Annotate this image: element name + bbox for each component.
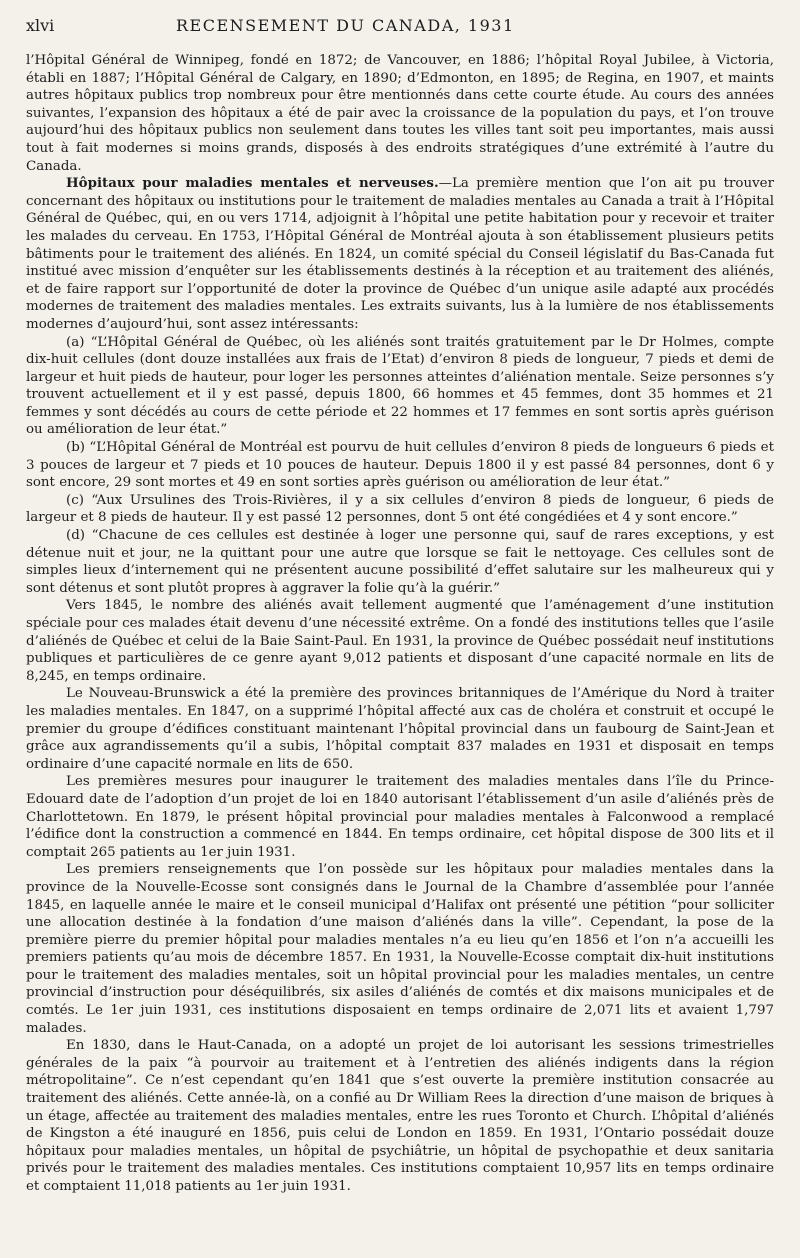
paragraph: (b) “L’Hôpital Général de Montréal est pourvu de huit cellules d’environ 8 pieds de longueurs 6 pieds et 3 pouces de largeur et 7 pieds et 10 pouces de hauteur. Depuis 1800 il y est passé 84 personnes, dont 6 y sont encore, 29 sont mortes et 49 en sont sorties après guérison ou amélioration de leur état.” <box>26 440 774 491</box>
body-text <box>26 52 774 1196</box>
paragraph: (a) “L’Hôpital Général de Québec, où les aliénés sont traités gratuitement par le Dr Holmes, compte dix-huit cellules (dont douze installées aux frais de l’Etat) d’environ 8 pieds de longueur, 7 pieds et demi de largeur et huit pieds de hauteur, pour loger les personnes atteintes d’aliénation mentale. Seize personnes s’y trouvent actuellement et il y est passé, depuis 1800, 66 hommes et 45 femmes, dont 35 hommes et 21 femmes y sont décédés au cours de cette période et 22 hommes et 17 femmes en sont sortis après guérison ou amélioration de leur état.” <box>26 334 774 438</box>
paragraph: Les premiers renseignements que l’on possède sur les hôpitaux pour maladies mentales dans la province de la Nouvelle-Ecosse sont consignés dans le Journal de la Chambre d’assemblée pour l’année 1845, en laquelle année le maire et le conseil municipal d’Halifax ont présenté une pétition “pour solliciter une allocation destinée à la fondation d’une maison d’aliénés dans la ville”. Cependant, la pose de la première pierre du premier hôpital pour maladies mentales n’a eu lieu qu’en 1856 et l’on n’a accueilli les premiers patients qu’au mois de décembre 1857. En 1931, la Nouvelle-Ecosse comptait dix-huit institutions pour le traitement des maladies mentales, soit un hôpital provincial pour les maladies mentales, un centre provincial d’instruction pour déséquilibrés, six asiles d’aliénés de comtés et dix maisons municipales et de comtés. Le 1er juin 1931, ces institutions disposaient en temps ordinaire de 2,071 lits et avaient 1,797 malades. <box>26 862 774 1036</box>
paragraph: (d) “Chacune de ces cellules est destinée à loger une personne qui, sauf de rares exceptions, y est détenue nuit et jour, ne la quittant pour une autre que lorsque se fait le nettoyage. Ces cellules sont de simples lieux d’internement qui ne présentent aucune possibilité d’effet salutaire sur les malheureux qui y sont détenus et sont plutôt propres à aggraver la folie qu’à la guérir.” <box>26 528 774 596</box>
paragraph-text: —La première mention que l’on ait pu trouver concernant des hôpitaux ou institutions pour le traitement de maladies mentales au Canada a trait à l’Hôpital Général de Québec, qui, en ou vers 1714, adjoignit à l’hôpital une petite habitation pour y recevoir et traiter les malades du cerveau. En 1753, l’Hôpital Général de Montréal ajouta à son établissement plusieurs petits bâtiments pour le traitement des aliénés. En 1824, un comité spécial du Conseil législatif du Bas-Canada fut institué avec mission d’enquêter sur les établissements destinés à la réception et au traitement des aliénés, et de faire rapport sur l’opportunité de doter la province de Québec d’un unique asile adapté aux procédés modernes de traitement des maladies mentales. Les extraits suivants, lus à la lumière de nos établissements modernes d’aujourd’hui, sont assez intéressants: <box>26 176 774 332</box>
paragraph: Vers 1845, le nombre des aliénés avait tellement augmenté que l’aménagement d’une institution spéciale pour ces malades était devenu d’une nécessité extrême. On a fondé des institutions telles que l’asile d’aliénés de Québec et celui de la Baie Saint-Paul. En 1931, la province de Québec possédait neuf institutions publiques et particulières de ce genre ayant 9,012 patients et disposant d’une capacité normale en lits de 8,245, en temps ordinaire. <box>26 598 774 684</box>
page-number: xlvi <box>26 16 55 35</box>
paragraph: Le Nouveau-Brunswick a été la première des provinces britanniques de l’Amérique du Nord à traiter les maladies mentales. En 1847, on a supprimé l’hôpital affecté aux cas de choléra et construit et occupé le premier du groupe d’édifices constituant maintenant l’hôpital provincial dans un faubourg de Saint-Jean et grâce aux agrandissements qu’il a subis, l’hôpital comptait 837 malades en 1931 et disposait en temps ordinaire d’une capacité normale en lits de 650. <box>26 686 774 772</box>
paragraph: Les premières mesures pour inaugurer le traitement des maladies mentales dans l’île du Prince-Edouard date de l’adoption d’un projet de loi en 1840 autorisant l’établissement d’un asile d’aliénés près de Charlottetown. En 1879, le présent hôpital provincial pour maladies mentales à Falconwood a remplacé l’édifice dont la construction a commencé en 1844. En temps ordinaire, cet hôpital dispose de 300 lits et il comptait 265 patients au 1er juin 1931. <box>26 774 774 860</box>
paragraph <box>26 175 774 333</box>
paragraph: (c) “Aux Ursulines des Trois-Rivières, il y a six cellules d’environ 8 pieds de longueur, 6 pieds de largeur et 8 pieds de hauteur. Il y est passé 12 personnes, dont 5 ont été congédiées et 4 y sont encore.” <box>26 492 774 526</box>
section-heading: Hôpitaux pour maladies mentales et nerveuses. <box>66 175 439 192</box>
paragraph: l’Hôpital Général de Winnipeg, fondé en 1872; de Vancouver, en 1886; l’hôpital Royal Jubilee, à Victoria, établi en 1887; l’Hôpital Général de Calgary, en 1890; d’Edmonton, en 1895; de Regina, en 1907, et maints autres hôpitaux publics trop nombreux pour être mentionnés dans cette courte étude. Au cours des années suivantes, l’expansion des hôpitaux a été de pair avec la croissance de la population du pays, et l’on trouve aujourd’hui des hôpitaux publics non seulement dans toutes les villes tant soit peu importantes, mais aussi tout à fait modernes si moins grands, disposés à des endroits stratégiques d’une extrémité à l’autre du Canada. <box>26 53 774 174</box>
page-header <box>26 16 774 52</box>
paragraph: En 1830, dans le Haut-Canada, on a adopté un projet de loi autorisant les sessions trimestrielles générales de la paix “à pourvoir au traitement et à l’entretien des aliénés indigents dans la région métropolitaine”. Ce n’est cependant qu’en 1841 que s’est ouverte la première institution consacrée au traitement des aliénés. Cette année-là, on a confié au Dr William Rees la direction d’une maison de briques à un étage, affectée au traitement des maladies mentales, entre les rues Toronto et Church. L’hôpital d’aliénés de Kingston a été inauguré en 1856, puis celui de London en 1859. En 1931, l’Ontario possédait douze hôpitaux pour maladies mentales, un hôpital de psychiâtrie, un hôpital de psychopathie et deux sanitaria privés pour le traitement des maladies mentales. Ces institutions comptaient 10,957 lits en temps ordinaire et comptaient 11,018 patients au 1er juin 1931. <box>26 1038 774 1194</box>
running-title: RECENSEMENT DU CANADA, 1931 <box>176 16 515 35</box>
